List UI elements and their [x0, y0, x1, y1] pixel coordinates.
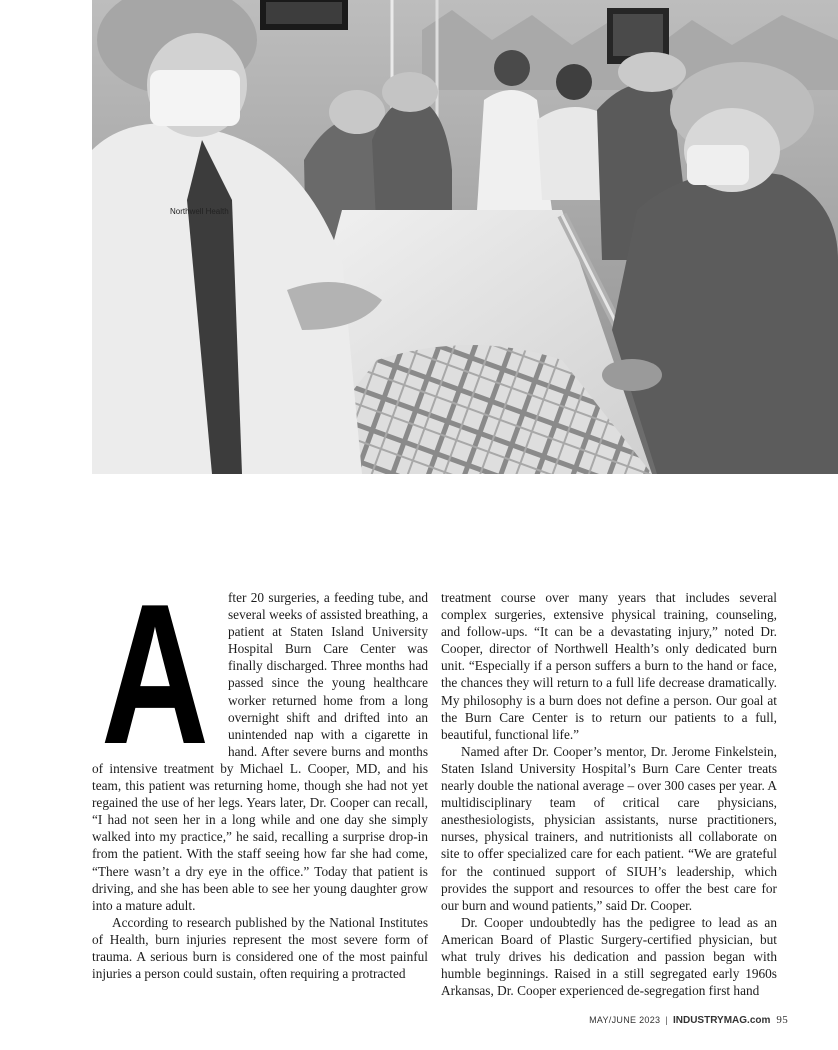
- drop-cap-letter: A: [101, 593, 209, 749]
- article-paragraph-2: According to research published by the National Institutes of Health, burn injuries represent the most severe form of trauma. A serious burn is considered one of the most painful injuries a person could sustain, often requiring a protracted: [92, 914, 428, 982]
- article-paragraph-3: Named after Dr. Cooper’s mentor, Dr. Jerome Finkelstein, Staten Island University Hospital’s Burn Care Center treats nearly double the national average – over 300 cases per year. A multidisciplinary team of critical care physicians, anesthesiologists, physician assistants, nurse practitioners, nurses, physical trainers, and nutritionists all collaborate on site to offer specialized care for each patient. “We are grateful for the continued support of SIUH’s leadership, which provides the support and resources to offer the best care for our burn and wound patients,” said Dr. Cooper.: [441, 743, 777, 913]
- article-paragraph-2-continued: treatment course over many years that includes several complex surgeries, extensive physical training, counseling, and follow-ups. “It can be a devastating injury,” noted Dr. Cooper, director of Northwell Health’s only dedicated burn unit. “Especially if a person suffers a burn to the hand or face, the chances they will return to a full life decrease dramatically. My philosophy is a burn does not define a person. Our goal at the Burn Care Center is to return our patients to a full, beautiful, functional life.”: [441, 590, 777, 742]
- hero-photo: [92, 0, 838, 474]
- article-column-right: [441, 589, 777, 999]
- article-column-left: [92, 589, 428, 982]
- footer-divider: |: [665, 1015, 668, 1025]
- footer-issue: MAY/JUNE 2023: [589, 1015, 661, 1025]
- drop-cap: [92, 593, 218, 749]
- article-paragraph-4: Dr. Cooper undoubtedly has the pedigree to lead as an American Board of Plastic Surgery-certified physician, but what truly drives his dedication and passion began with humble beginnings. Raised in a still segregated early 1960s Arkansas, Dr. Cooper experienced de-segregation first hand: [441, 914, 777, 999]
- page-footer: [589, 1014, 788, 1026]
- article-paragraph-1: fter 20 surgeries, a feeding tube, and several weeks of assisted breathing, a patient at Staten Island University Hospital Burn Care Center was finally discharged. Three months had passed since the young healthcare worker returned home from a long overnight shift and drifted into an unintended nap with a cigarette in hand. After severe burns and months of intensive treatment by Michael L. Cooper, MD, and his team, this patient was returning home, though she had not yet regained the use of her legs. Years later, Dr. Cooper can recall, “I had not seen her in a long while and one day she simply walked into my practice,” he said, recalling a surprise drop-in from the patient. With the staff seeing how far she had come, “There wasn’t a dry eye in the office.” Today that patient is driving, and she has been able to see her young daughter grow into a mature adult.: [92, 590, 428, 913]
- coat-logo: Northwell Health: [170, 207, 229, 216]
- page-number: 95: [776, 1014, 788, 1026]
- footer-site: INDUSTRYMAG.com: [672, 1015, 771, 1026]
